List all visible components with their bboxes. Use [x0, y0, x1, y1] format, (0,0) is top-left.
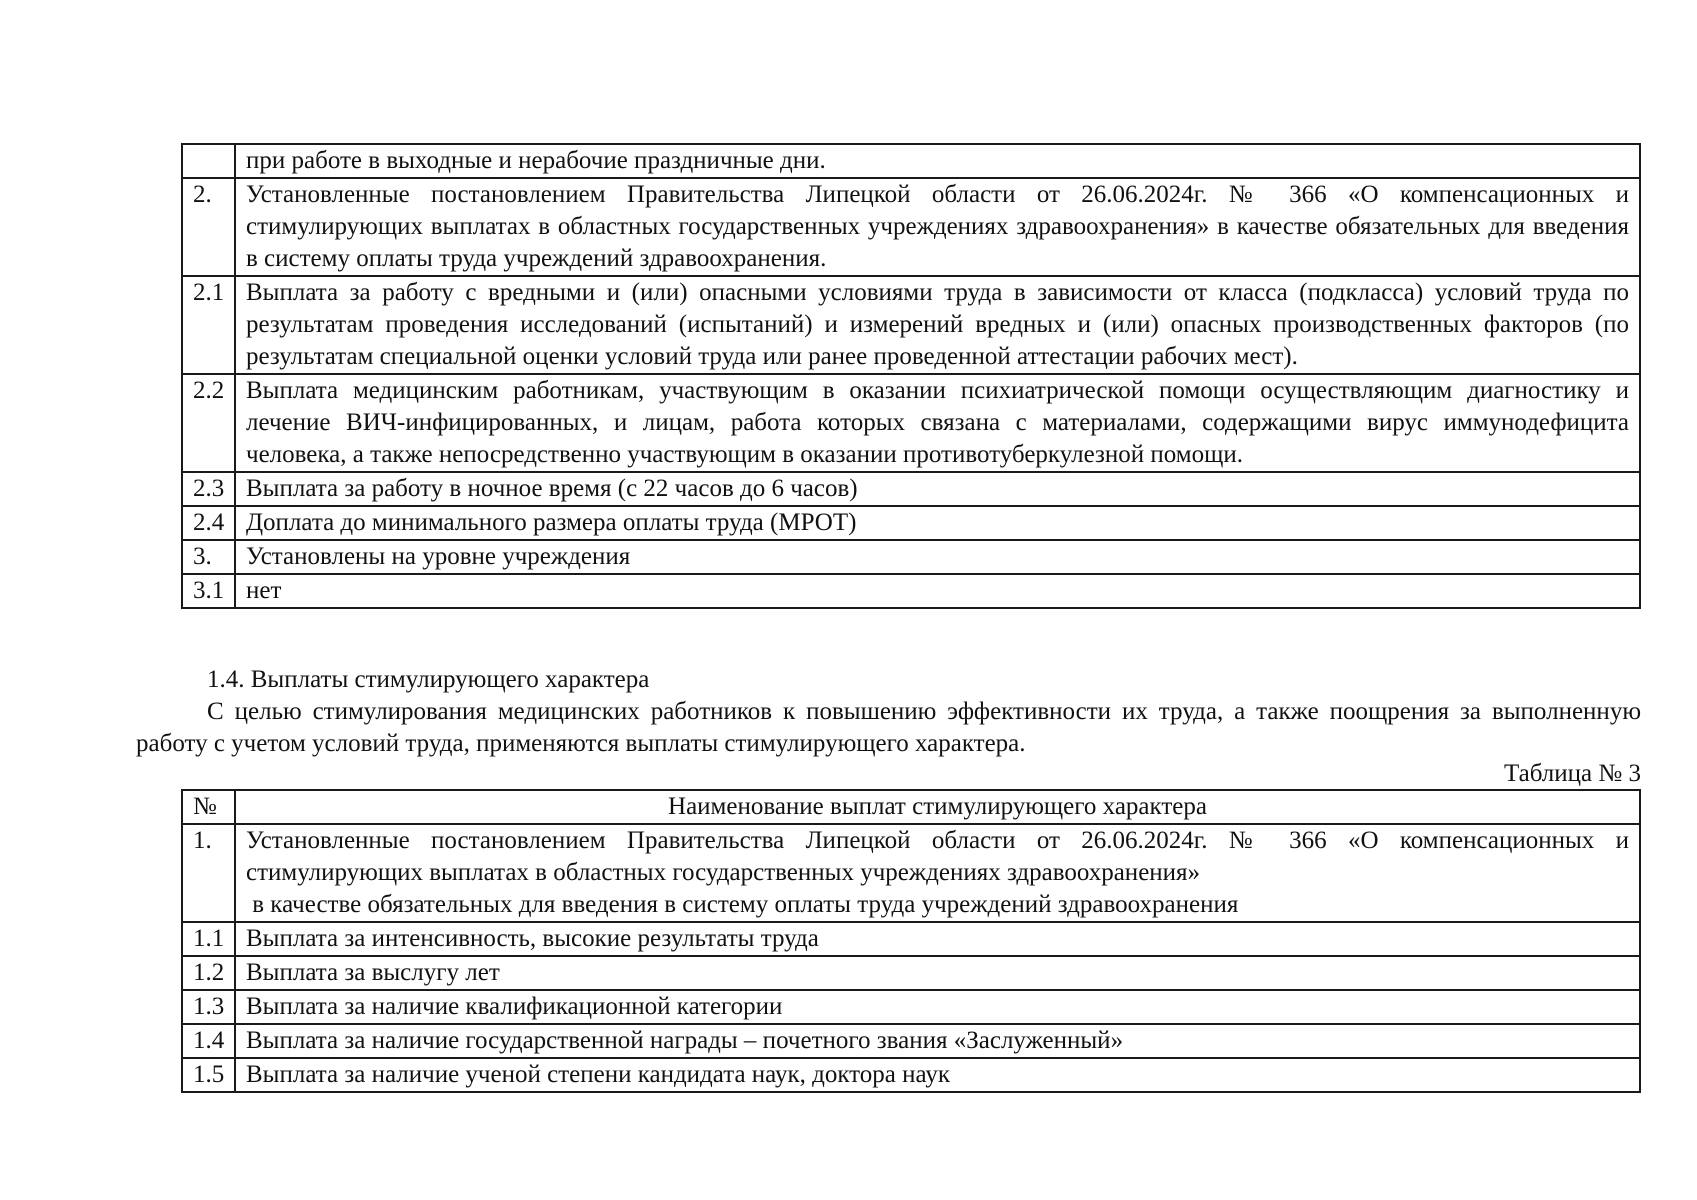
row-number: 2.1 [182, 276, 235, 374]
row-text: нет [235, 574, 1640, 608]
section-heading: 1.4. Выплаты стимулирующего характера [207, 666, 650, 693]
row-text: Выплата за работу с вредными и (или) опасными условиями труда в зависимости от класса (подкласса) условий труда по результатам проведения исследований (испытаний) и измерений вредных и (или) опасных производственных факторов (по результатам специальной оценки условий труда или ранее проведенной аттестации рабочих мест). [235, 276, 1640, 374]
row-text-line: Установленные постановлением Правительства Липецкой области от 26.06.2024г. № 366 «О компенсационных и стимулирующих выплатах в областных государственных учреждениях здравоохранения» [246, 827, 1629, 886]
row-number: 3.1 [182, 574, 235, 608]
row-text: Установлены на уровне учреждения [235, 540, 1640, 574]
table-row [182, 922, 1640, 956]
row-number: 1. [182, 824, 235, 922]
header-name: Наименование выплат стимулирующего характера [235, 790, 1640, 824]
table-row [182, 824, 1640, 922]
table-row [182, 374, 1640, 472]
table-row [182, 1024, 1640, 1058]
row-text: Выплата за наличие квалификационной категории [235, 990, 1640, 1024]
row-number: 1.2 [182, 956, 235, 990]
row-text: Выплата за работу в ночное время (с 22 часов до 6 часов) [235, 472, 1640, 506]
row-number: 1.4 [182, 1024, 235, 1058]
table-row [182, 574, 1640, 608]
table-header-row [182, 790, 1640, 824]
row-number [182, 144, 235, 178]
row-number: 1.5 [182, 1058, 235, 1092]
table-row [182, 472, 1640, 506]
table-row [182, 144, 1640, 178]
header-number: № [182, 790, 235, 824]
row-text: Выплата за наличие государственной награды – почетного звания «Заслуженный» [235, 1024, 1640, 1058]
incentive-payments-table [181, 789, 1641, 1093]
table-row [182, 506, 1640, 540]
table-row [182, 1058, 1640, 1092]
row-text: Выплата за выслугу лет [235, 956, 1640, 990]
section-paragraph: С целью стимулирования медицинских работников к повышению эффективности их труда, а также поощрения за выполненную работу с учетом условий труда, применяются выплаты стимулирующего характера. [136, 698, 1641, 757]
row-number: 1.1 [182, 922, 235, 956]
row-text-line: в качестве обязательных для введения в систему оплаты труда учреждений здравоохранения [246, 891, 1239, 918]
row-number: 2.4 [182, 506, 235, 540]
row-number: 2.2 [182, 374, 235, 472]
row-text: Установленные постановлением Правительства Липецкой области от 26.06.2024г. № 366 «О компенсационных и стимулирующих выплатах в областных государственных учреждениях здравоохранения» в качестве обязательных для введения в систему оплаты труда учреждений здравоохранения. [235, 178, 1640, 276]
table-row [182, 540, 1640, 574]
row-text: при работе в выходные и нерабочие праздничные дни. [235, 144, 1640, 178]
row-text: Выплата медицинским работникам, участвующим в оказании психиатрической помощи осуществляющим диагностику и лечение ВИЧ-инфицированных, и лицам, работа которых связана с материалами, содержащими вирус иммунодефицита человека, а также непосредственно участвующим в оказании противотуберкулезной помощи. [235, 374, 1640, 472]
row-number: 2. [182, 178, 235, 276]
compensation-payments-table [181, 143, 1641, 609]
row-text: Выплата за интенсивность, высокие результаты труда [235, 922, 1640, 956]
table-row [182, 178, 1640, 276]
table-row [182, 276, 1640, 374]
row-number: 3. [182, 540, 235, 574]
row-text: Выплата за наличие ученой степени кандидата наук, доктора наук [235, 1058, 1640, 1092]
row-text: Доплата до минимального размера оплаты труда (МРОТ) [235, 506, 1640, 540]
row-number: 2.3 [182, 472, 235, 506]
row-text [235, 824, 1640, 922]
table-row [182, 990, 1640, 1024]
row-number: 1.3 [182, 990, 235, 1024]
table-caption: Таблица № 3 [1503, 760, 1641, 787]
table-row [182, 956, 1640, 990]
